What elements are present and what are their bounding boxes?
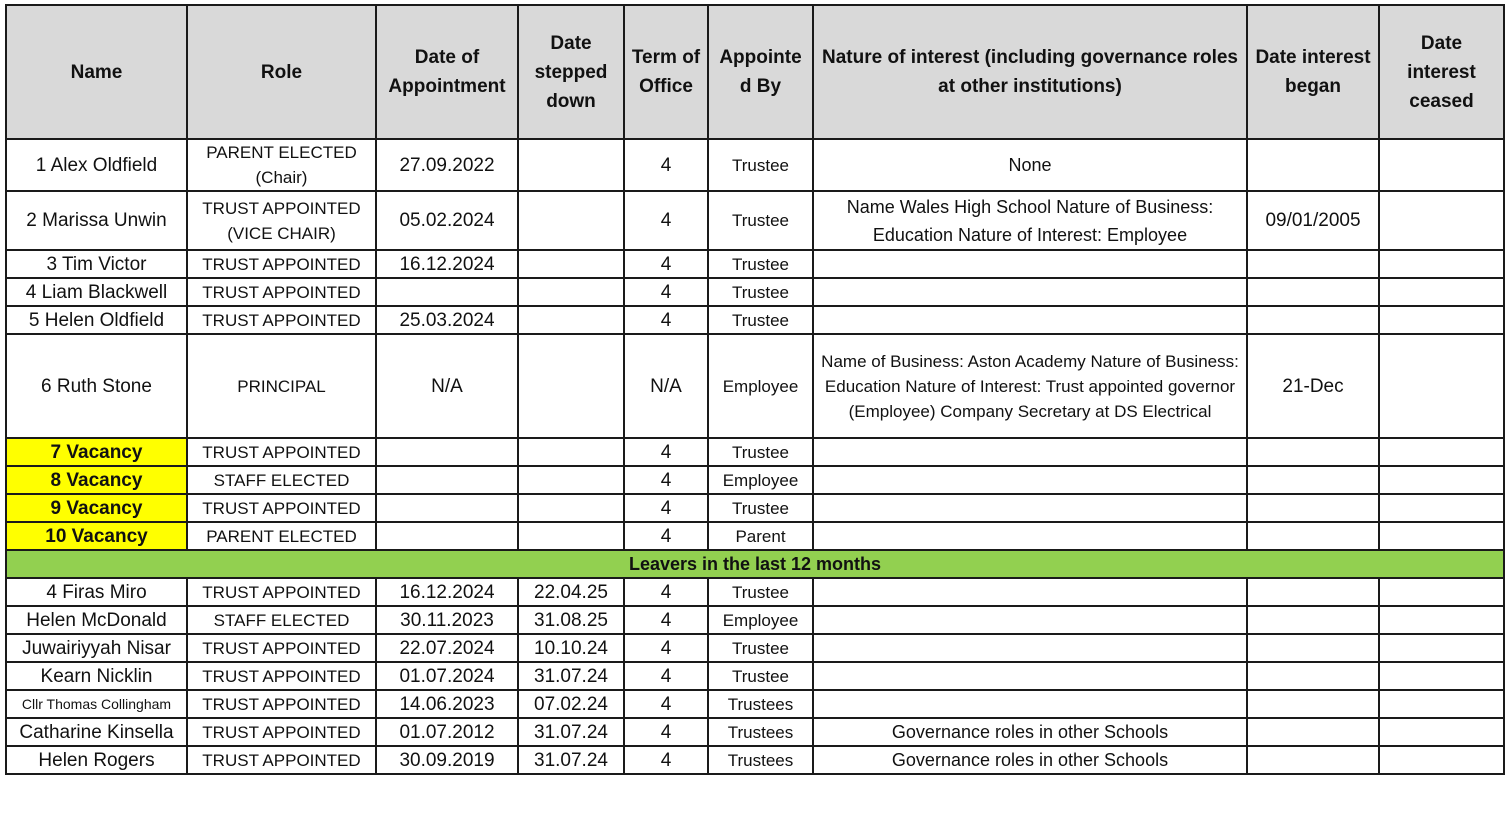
- cell-appointed-by: Trustee: [708, 306, 813, 334]
- cell-nature-of-interest: [813, 522, 1247, 550]
- table-row: [6, 306, 1504, 334]
- cell-role: PARENT ELECTED: [187, 522, 376, 550]
- cell-name-vacancy: 10 Vacancy: [6, 522, 187, 550]
- cell-role: PRINCIPAL: [187, 334, 376, 438]
- cell-nature-of-interest: [813, 690, 1247, 718]
- cell-date-stepped-down: [518, 438, 624, 466]
- cell-appointed-by: Parent: [708, 522, 813, 550]
- cell-term: 4: [624, 278, 708, 306]
- cell-term: 4: [624, 438, 708, 466]
- cell-term: 4: [624, 690, 708, 718]
- cell-appointed-by: Employee: [708, 466, 813, 494]
- table-row: [6, 578, 1504, 606]
- cell-name: 4 Firas Miro: [6, 578, 187, 606]
- cell-date-appointment: 30.09.2019: [376, 746, 518, 774]
- cell-term: 4: [624, 634, 708, 662]
- cell-date-stepped-down: 31.08.25: [518, 606, 624, 634]
- cell-name: 6 Ruth Stone: [6, 334, 187, 438]
- cell-date-stepped-down: 10.10.24: [518, 634, 624, 662]
- cell-nature-of-interest: [813, 578, 1247, 606]
- cell-term: 4: [624, 718, 708, 746]
- cell-appointed-by: Trustee: [708, 662, 813, 690]
- cell-appointed-by: Trustee: [708, 578, 813, 606]
- cell-appointed-by: Trustee: [708, 634, 813, 662]
- cell-term: 4: [624, 662, 708, 690]
- cell-name: 5 Helen Oldfield: [6, 306, 187, 334]
- cell-date-appointment: 30.11.2023: [376, 606, 518, 634]
- cell-role: STAFF ELECTED: [187, 606, 376, 634]
- cell-role: TRUST APPOINTED: [187, 746, 376, 774]
- cell-interest-ceased: [1379, 191, 1504, 250]
- cell-nature-of-interest: Governance roles in other Schools: [813, 746, 1247, 774]
- cell-nature-of-interest: None: [813, 139, 1247, 191]
- cell-nature-of-interest: Name Wales High School Nature of Business: Education Nature of Interest: Employee: [813, 191, 1247, 250]
- cell-interest-began: [1247, 250, 1379, 278]
- cell-role: TRUST APPOINTED (VICE CHAIR): [187, 191, 376, 250]
- cell-date-appointment: [376, 438, 518, 466]
- header-date-stepped-down: Date stepped down: [518, 5, 624, 139]
- cell-interest-ceased: [1379, 634, 1504, 662]
- cell-name: Cllr Thomas Collingham: [6, 690, 187, 718]
- cell-appointed-by: Trustees: [708, 690, 813, 718]
- cell-role: TRUST APPOINTED: [187, 634, 376, 662]
- header-interest-ceased: Date interest ceased: [1379, 5, 1504, 139]
- table-row: [6, 662, 1504, 690]
- cell-date-appointment: 22.07.2024: [376, 634, 518, 662]
- cell-date-stepped-down: [518, 306, 624, 334]
- cell-interest-began: [1247, 662, 1379, 690]
- table-row: [6, 334, 1504, 438]
- table-row: [6, 634, 1504, 662]
- cell-interest-ceased: [1379, 466, 1504, 494]
- cell-term: 4: [624, 306, 708, 334]
- cell-term: 4: [624, 578, 708, 606]
- cell-term: 4: [624, 606, 708, 634]
- cell-term: 4: [624, 522, 708, 550]
- cell-date-stepped-down: [518, 191, 624, 250]
- cell-nature-of-interest: Name of Business: Aston Academy Nature of Business: Education Nature of Interest: Trust appointed governor (Employee) Company Secretary at DS Electrical: [813, 334, 1247, 438]
- cell-appointed-by: Trustee: [708, 438, 813, 466]
- cell-date-stepped-down: 07.02.24: [518, 690, 624, 718]
- header-role: Role: [187, 5, 376, 139]
- cell-date-appointment: [376, 278, 518, 306]
- table-row: [6, 466, 1504, 494]
- cell-appointed-by: Trustee: [708, 250, 813, 278]
- cell-nature-of-interest: Governance roles in other Schools: [813, 718, 1247, 746]
- cell-date-appointment: 05.02.2024: [376, 191, 518, 250]
- cell-interest-ceased: [1379, 718, 1504, 746]
- cell-interest-ceased: [1379, 278, 1504, 306]
- cell-name: Kearn Nicklin: [6, 662, 187, 690]
- cell-date-stepped-down: [518, 334, 624, 438]
- cell-interest-began: [1247, 278, 1379, 306]
- table-row: [6, 522, 1504, 550]
- cell-role: TRUST APPOINTED: [187, 690, 376, 718]
- cell-date-stepped-down: [518, 522, 624, 550]
- cell-role: TRUST APPOINTED: [187, 306, 376, 334]
- cell-nature-of-interest: [813, 634, 1247, 662]
- cell-date-stepped-down: [518, 250, 624, 278]
- cell-interest-ceased: [1379, 250, 1504, 278]
- cell-name: Catharine Kinsella: [6, 718, 187, 746]
- section-title-leavers: Leavers in the last 12 months: [6, 550, 1504, 578]
- cell-appointed-by: Employee: [708, 606, 813, 634]
- cell-date-appointment: 16.12.2024: [376, 578, 518, 606]
- cell-interest-ceased: [1379, 494, 1504, 522]
- cell-name-vacancy: 8 Vacancy: [6, 466, 187, 494]
- header-date-appointment: Date of Appointment: [376, 5, 518, 139]
- cell-appointed-by: Trustee: [708, 278, 813, 306]
- table-row: [6, 250, 1504, 278]
- table-row: [6, 139, 1504, 191]
- table-row: [6, 191, 1504, 250]
- cell-interest-began: [1247, 578, 1379, 606]
- cell-interest-ceased: [1379, 522, 1504, 550]
- cell-name-vacancy: 9 Vacancy: [6, 494, 187, 522]
- header-nature-of-interest: Nature of interest (including governance roles at other institutions): [813, 5, 1247, 139]
- governance-register-table: [5, 4, 1505, 775]
- cell-date-appointment: [376, 494, 518, 522]
- cell-nature-of-interest: [813, 466, 1247, 494]
- cell-name: Juwairiyyah Nisar: [6, 634, 187, 662]
- cell-interest-began: 09/01/2005: [1247, 191, 1379, 250]
- cell-nature-of-interest: [813, 306, 1247, 334]
- cell-interest-ceased: [1379, 438, 1504, 466]
- cell-interest-began: [1247, 438, 1379, 466]
- table-row: [6, 690, 1504, 718]
- cell-role: TRUST APPOINTED: [187, 250, 376, 278]
- cell-interest-ceased: [1379, 746, 1504, 774]
- cell-term: 4: [624, 250, 708, 278]
- cell-interest-began: [1247, 139, 1379, 191]
- cell-name: 1 Alex Oldfield: [6, 139, 187, 191]
- cell-appointed-by: Trustee: [708, 191, 813, 250]
- cell-date-stepped-down: [518, 466, 624, 494]
- table-row: [6, 746, 1504, 774]
- cell-interest-began: [1247, 746, 1379, 774]
- cell-date-appointment: 16.12.2024: [376, 250, 518, 278]
- cell-interest-ceased: [1379, 578, 1504, 606]
- cell-date-appointment: 25.03.2024: [376, 306, 518, 334]
- cell-appointed-by: Trustee: [708, 139, 813, 191]
- cell-date-appointment: 27.09.2022: [376, 139, 518, 191]
- cell-interest-ceased: [1379, 606, 1504, 634]
- cell-date-appointment: [376, 466, 518, 494]
- cell-date-stepped-down: 31.07.24: [518, 746, 624, 774]
- cell-date-stepped-down: 22.04.25: [518, 578, 624, 606]
- cell-role: TRUST APPOINTED: [187, 578, 376, 606]
- cell-nature-of-interest: [813, 438, 1247, 466]
- cell-interest-began: [1247, 306, 1379, 334]
- cell-interest-ceased: [1379, 139, 1504, 191]
- cell-interest-began: [1247, 522, 1379, 550]
- cell-role: TRUST APPOINTED: [187, 662, 376, 690]
- cell-name: Helen McDonald: [6, 606, 187, 634]
- cell-term: N/A: [624, 334, 708, 438]
- cell-date-stepped-down: 31.07.24: [518, 662, 624, 690]
- cell-nature-of-interest: [813, 662, 1247, 690]
- cell-name: 3 Tim Victor: [6, 250, 187, 278]
- cell-term: 4: [624, 466, 708, 494]
- cell-role: TRUST APPOINTED: [187, 718, 376, 746]
- cell-nature-of-interest: [813, 250, 1247, 278]
- cell-date-appointment: [376, 522, 518, 550]
- cell-interest-began: [1247, 606, 1379, 634]
- table-row: [6, 438, 1504, 466]
- cell-date-stepped-down: 31.07.24: [518, 718, 624, 746]
- cell-interest-began: [1247, 690, 1379, 718]
- cell-appointed-by: Trustees: [708, 718, 813, 746]
- cell-interest-began: [1247, 718, 1379, 746]
- cell-interest-ceased: [1379, 306, 1504, 334]
- cell-term: 4: [624, 139, 708, 191]
- table-row: [6, 718, 1504, 746]
- section-header-row: [6, 550, 1504, 578]
- cell-appointed-by: Trustee: [708, 494, 813, 522]
- cell-nature-of-interest: [813, 606, 1247, 634]
- cell-role: STAFF ELECTED: [187, 466, 376, 494]
- cell-appointed-by: Employee: [708, 334, 813, 438]
- cell-term: 4: [624, 494, 708, 522]
- header-appointed-by: Appointe d By: [708, 5, 813, 139]
- header-name: Name: [6, 5, 187, 139]
- cell-date-appointment: 01.07.2012: [376, 718, 518, 746]
- cell-name-vacancy: 7 Vacancy: [6, 438, 187, 466]
- cell-date-appointment: 01.07.2024: [376, 662, 518, 690]
- cell-interest-ceased: [1379, 690, 1504, 718]
- cell-nature-of-interest: [813, 278, 1247, 306]
- cell-appointed-by: Trustees: [708, 746, 813, 774]
- cell-interest-began: [1247, 466, 1379, 494]
- cell-date-appointment: 14.06.2023: [376, 690, 518, 718]
- cell-role: TRUST APPOINTED: [187, 494, 376, 522]
- cell-interest-began: [1247, 494, 1379, 522]
- cell-interest-ceased: [1379, 662, 1504, 690]
- cell-date-stepped-down: [518, 278, 624, 306]
- table-row: [6, 494, 1504, 522]
- cell-name: Helen Rogers: [6, 746, 187, 774]
- cell-interest-began: [1247, 634, 1379, 662]
- header-row: [6, 5, 1504, 139]
- cell-role: PARENT ELECTED (Chair): [187, 139, 376, 191]
- cell-date-stepped-down: [518, 494, 624, 522]
- cell-interest-began: 21-Dec: [1247, 334, 1379, 438]
- header-term: Term of Office: [624, 5, 708, 139]
- cell-date-appointment: N/A: [376, 334, 518, 438]
- cell-nature-of-interest: [813, 494, 1247, 522]
- cell-interest-ceased: [1379, 334, 1504, 438]
- cell-date-stepped-down: [518, 139, 624, 191]
- header-interest-began: Date interest began: [1247, 5, 1379, 139]
- table-row: [6, 278, 1504, 306]
- cell-role: TRUST APPOINTED: [187, 278, 376, 306]
- cell-role: TRUST APPOINTED: [187, 438, 376, 466]
- cell-term: 4: [624, 746, 708, 774]
- table-row: [6, 606, 1504, 634]
- cell-term: 4: [624, 191, 708, 250]
- cell-name: 2 Marissa Unwin: [6, 191, 187, 250]
- cell-name: 4 Liam Blackwell: [6, 278, 187, 306]
